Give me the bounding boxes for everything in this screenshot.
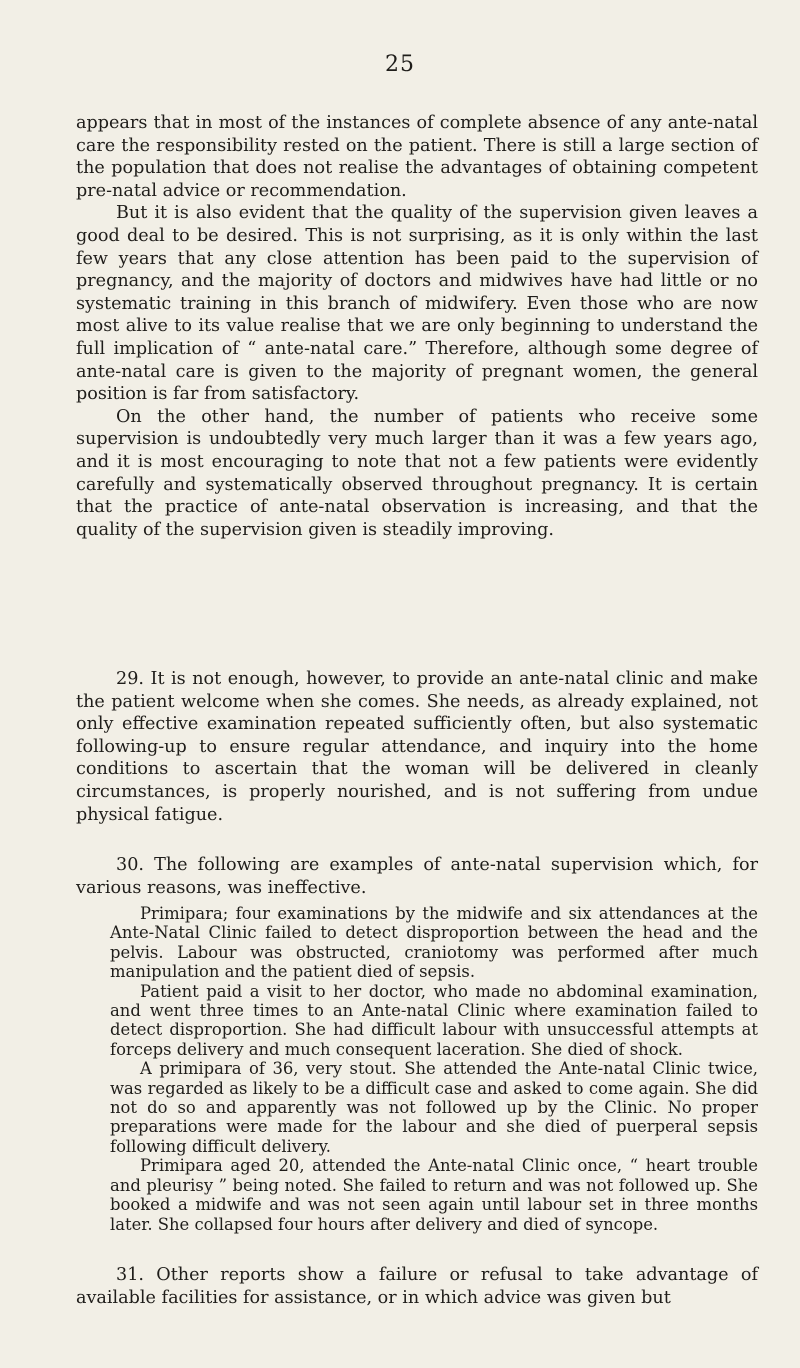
paragraph-other-hand: On the other hand, the number of patients who receive some supervision is undoubtedly very much larger than it was a few years ago, and it is most encouraging to note that not a few patients were evidently carefully and systematically observed throughout pregnancy. It is certain that the practice of ante-natal observation is increasing, and that the quality of the supervision given is steadily improving.	[76, 406, 758, 540]
paragraph-31: 31. Other reports show a failure or refusal to take advantage of available facilities for assistance, or in which advice was given but	[76, 1265, 758, 1308]
case-example: Primipara aged 20, attended the Ante-natal Clinic once, “ heart trouble and pleurisy ” being noted. She failed to return and was not followed up. She booked a midwife and was not seen again until labour set in three months later. She collapsed four hours after delivery and died of syncope.	[110, 1156, 758, 1234]
section-31	[76, 1264, 758, 1309]
section-29	[76, 668, 758, 826]
section-30	[76, 854, 758, 899]
case-example: Primipara; four examinations by the midwife and six attendances at the Ante-Natal Clinic failed to detect disproportion between the head and the pelvis. Labour was obstructed, craniotomy was performed after much manipulation and the patient died of sepsis.	[110, 904, 758, 982]
case-examples	[110, 904, 758, 1234]
case-example: Patient paid a visit to her doctor, who made no abdominal examination, and went three times to an Ante-natal Clinic where examination failed to detect disproportion. She had difficult labour with unsuccessful attempts at forceps delivery and much consequent laceration. She died of shock.	[110, 981, 758, 1059]
paragraph-intro: appears that in most of the instances of complete absence of any ante-natal care the responsibility rested on the patient. There is still a large section of the population that does not realise the advantages of obtaining competent pre-natal advice or recommendation.	[76, 113, 758, 201]
page-number: 25	[385, 52, 415, 77]
paragraph-30: 30. The following are examples of ante-natal supervision which, for various reasons, was ineffective.	[76, 855, 758, 898]
paragraph-29: 29. It is not enough, however, to provide an ante-natal clinic and make the patient welcome when she comes. She needs, as already explained, not only effective examination repeated sufficiently often, but also systematic following-up to ensure regular attendance, and inquiry into the home conditions to ascertain that the woman will be delivered in cleanly circumstances, is properly nourished, and is not suffering from undue physical fatigue.	[76, 669, 758, 825]
case-example: A primipara of 36, very stout. She attended the Ante-natal Clinic twice, was regarded as likely to be a difficult case and asked to come again. She did not do so and apparently was not followed up by the Clinic. No proper preparations were made for the labour and she died of puerperal sepsis following difficult delivery.	[110, 1059, 758, 1156]
paragraph-quality: But it is also evident that the quality of the supervision given leaves a good deal to be desired. This is not surprising, as it is only within the last few years that any close attention has been paid to the supervision of pregnancy, and the majority of doctors and midwives have had little or no systematic training in this branch of midwifery. Even those who are now most alive to its value realise that we are only beginning to understand the full implication of “ ante-natal care.” Therefore, although some degree of ante-natal care is given to the majority of pregnant women, the general position is far from satisfactory.	[76, 203, 758, 405]
section-continuation	[76, 112, 758, 541]
